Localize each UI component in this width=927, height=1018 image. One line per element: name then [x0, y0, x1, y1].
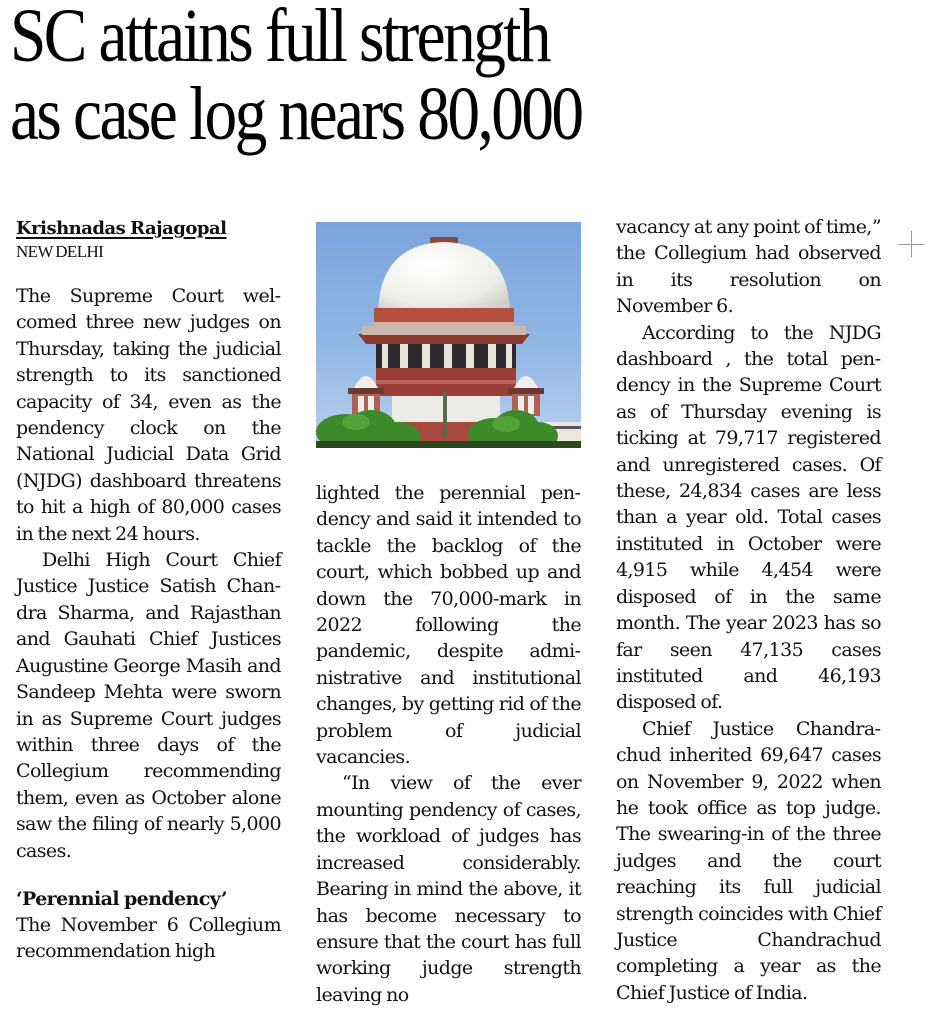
paragraph: lighted the perennial pendency and said it intended to tackle the backlog of the court, which bobbed up and down the 70,000-mark in 2022 following the pandemic, despite administrative and institutional changes, by getting rid of the problem of judicial vacancies.: [316, 482, 581, 769]
headline-line-2: as case log nears 80,000: [10, 72, 582, 156]
paragraph: Delhi High Court Chief Justice Justice Satish Chandra Sharma, and Rajasthan and Gauhati Chief Justices Augustine George Masih and Sandeep Mehta were sworn in as Supreme Court judges within three days of the Collegium recommending them, even as October alone saw the filing of nearly 5,000 cases.: [16, 549, 281, 862]
paragraph: The November 6 Collegium recommendation high: [16, 913, 281, 963]
author-byline: Krishnadas Rajagopal: [16, 218, 227, 239]
crop-mark-icon: [898, 231, 924, 257]
supreme-court-photo: [316, 222, 581, 448]
supreme-court-dome-image: [316, 222, 581, 448]
headline-line-1: SC attains full strength: [10, 0, 549, 78]
paragraph: According to the NJDG dashboard , the total pendency in the Supreme Court as of Thursday evening is ticking at 79,717 registered and unregistered cases. Of these, 24,834 cases are less than a year old. Total cases instituted in October were 4,915 while 4,454 were disposed of in the same month. The year 2023 has so far seen 47,135 cases instituted and 46,193 disposed of.: [616, 321, 881, 714]
paragraph: vacancy at any point of time,” the Collegium had observed in its resolution on November 6.: [616, 216, 881, 318]
article-column-1: [16, 214, 281, 965]
paragraph: “In view of the ever mounting pendency of cases, the workload of judges has increased considerably. Bearing in mind the above, it has become necessary to ensure that the court has full working judge strength leaving no: [316, 772, 581, 1006]
article-column-3: [616, 214, 881, 1006]
subheading: ‘Perennial pendency’: [16, 887, 227, 910]
paragraph: The Supreme Court welcomed three new judges on Thursday, taking the judicial strength to its sanctioned capacity of 34, even as the pendency clock on the National Judicial Data Grid (NJDG) dashboard threatens to hit a high of 80,000 cases in the next 24 hours.: [16, 285, 281, 545]
dateline: NEW DELHI: [16, 242, 104, 261]
paragraph: Chief Justice Chandrachud inherited 69,647 cases on November 9, 2022 when he took office as top judge. The swearing-in of the three judges and the court reaching its full judicial strength coincides with Chief Justice Chandrachud completing a year as the Chief Justice of India.: [616, 717, 881, 1004]
headline: [10, 0, 784, 154]
